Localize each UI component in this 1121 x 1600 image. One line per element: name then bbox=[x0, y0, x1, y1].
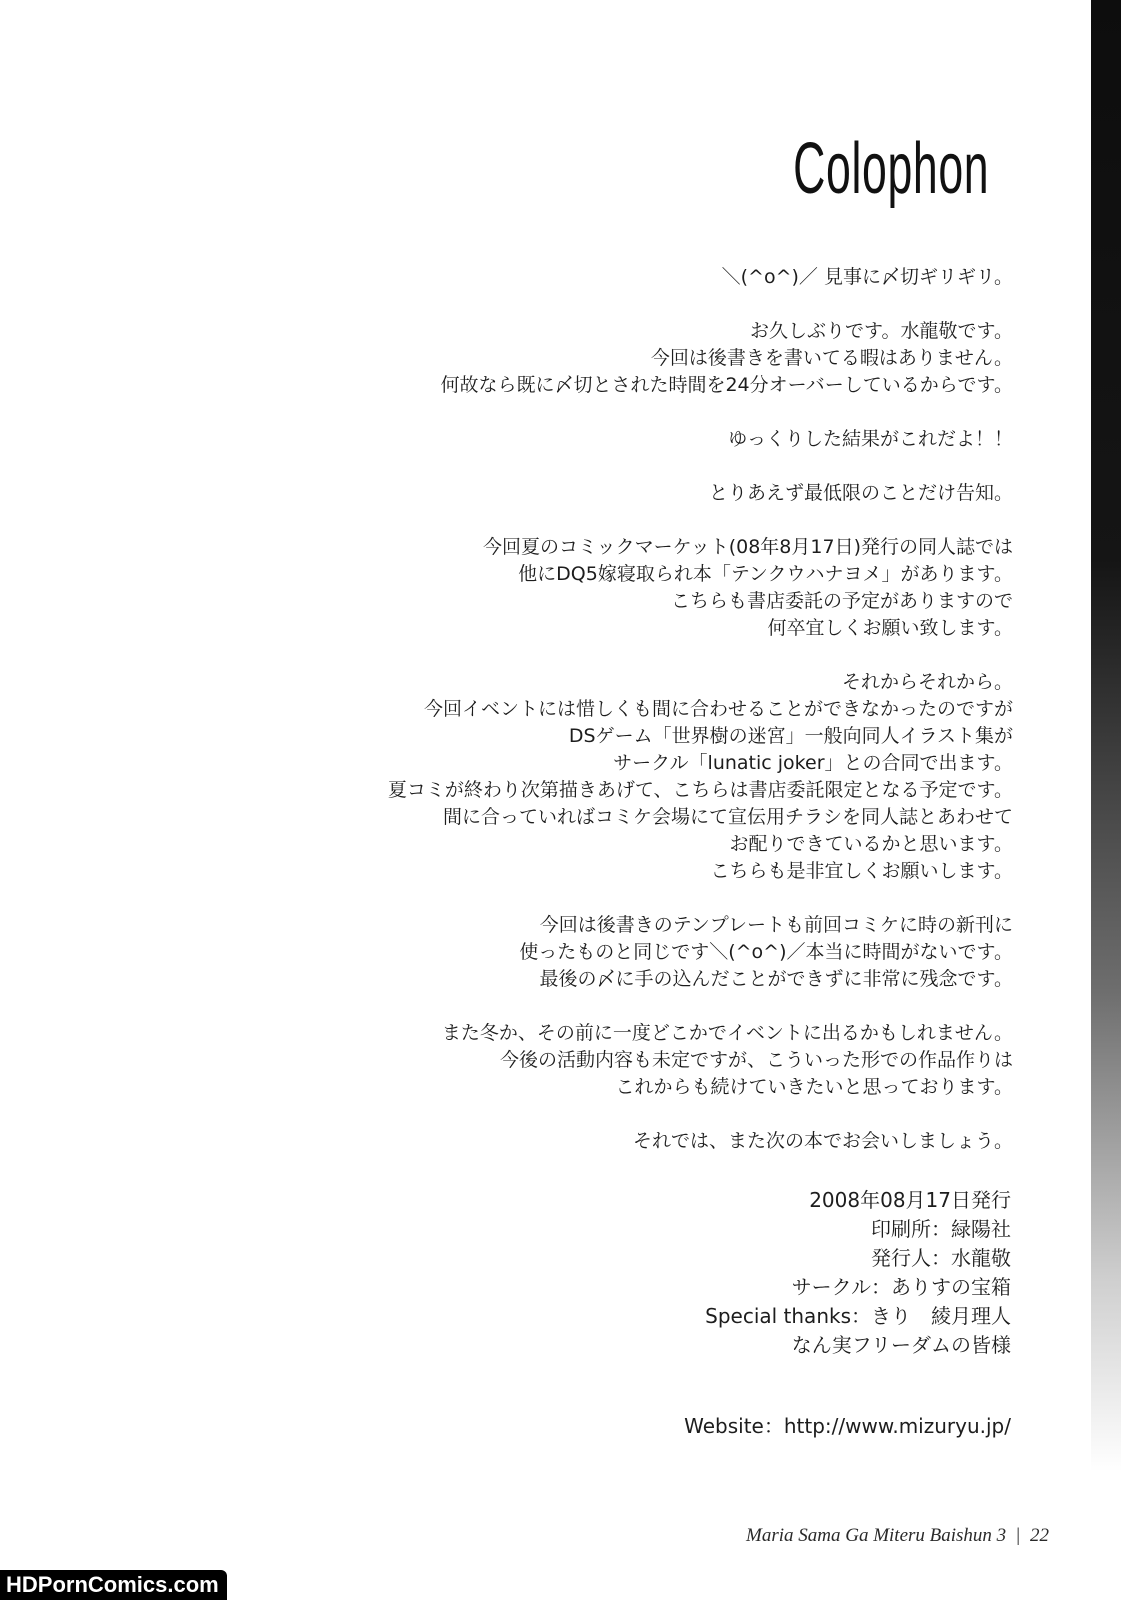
text-line: 何卒宜しくお願い致します。 bbox=[767, 617, 1013, 639]
book-title: Maria Sama Ga Miteru Baishun 3 bbox=[746, 1525, 1007, 1546]
watermark: HDPornComics.com bbox=[0, 1570, 227, 1600]
page-footer bbox=[746, 1525, 1049, 1547]
afterword-text bbox=[253, 264, 1013, 1182]
footer-separator: | bbox=[1016, 1525, 1020, 1546]
text-line: 間に合っていればコミケ会場にて宣伝用チラシを同人誌とあわせて bbox=[442, 806, 1013, 828]
text-line: 今回夏のコミックマーケット(08年8月17日)発行の同人誌では bbox=[483, 536, 1013, 558]
printer: 印刷所：緑陽社 bbox=[871, 1217, 1011, 1241]
paragraph bbox=[253, 669, 1013, 885]
text-line: 今回は後書きのテンプレートも前回コミケに時の新刊に bbox=[539, 914, 1013, 936]
special-thanks: Special thanks：きり 綾月理人 bbox=[705, 1304, 1011, 1328]
page-number: 22 bbox=[1030, 1525, 1049, 1546]
text-line: これからも続けていきたいと思っております。 bbox=[615, 1076, 1013, 1098]
text-line: 他にDQ5嫁寝取られ本「テンクウハナヨメ」があります。 bbox=[518, 563, 1013, 585]
text-line: それからそれから。 bbox=[841, 671, 1013, 693]
circle-name: サークル：ありすの宝箱 bbox=[791, 1275, 1011, 1299]
text-line: 使ったものと同じです＼(^o^)／本当に時間がないです。 bbox=[519, 941, 1013, 963]
paragraph bbox=[253, 1020, 1013, 1101]
text-line: 最後の〆に手の込んだことができずに非常に残念です。 bbox=[539, 968, 1013, 990]
page-edge-bar bbox=[1083, 0, 1121, 1600]
paragraph bbox=[253, 318, 1013, 399]
website-link[interactable]: Website：http://www.mizuryu.jp/ bbox=[684, 1414, 1011, 1438]
publisher: 発行人：水龍敬 bbox=[871, 1246, 1011, 1270]
paragraph bbox=[253, 1128, 1013, 1155]
text-line: 今後の活動内容も未定ですが、こういった形での作品作りは bbox=[499, 1049, 1013, 1071]
publish-date: 2008年08月17日発行 bbox=[809, 1188, 1011, 1212]
text-line: 今回は後書きを書いてる暇はありません。 bbox=[650, 347, 1013, 369]
text-line: サークル「lunatic joker」との合同で出ます。 bbox=[613, 752, 1013, 774]
paragraph bbox=[253, 264, 1013, 291]
text-line: お配りできているかと思います。 bbox=[729, 833, 1013, 855]
paragraph bbox=[253, 912, 1013, 993]
text-line: 夏コミが終わり次第描きあげて、こちらは書店委託限定となる予定です。 bbox=[387, 779, 1013, 801]
text-line: 今回イベントには惜しくも間に合わせることができなかったのですが bbox=[423, 698, 1013, 720]
text-line: それでは、また次の本でお会いしましょう。 bbox=[632, 1130, 1013, 1152]
text-line: ゆっくりした結果がこれだよ！！ bbox=[728, 428, 1013, 450]
text-line: こちらも是非宜しくお願いします。 bbox=[710, 860, 1013, 882]
paragraph bbox=[253, 426, 1013, 453]
text-line: お久しぶりです。水龍敬です。 bbox=[750, 320, 1013, 342]
publication-info bbox=[551, 1186, 1011, 1360]
text-line: また冬か、その前に一度どこかでイベントに出るかもしれません。 bbox=[441, 1022, 1013, 1044]
text-line: ＼(^o^)／ 見事に〆切ギリギリ。 bbox=[721, 266, 1013, 288]
paragraph bbox=[253, 480, 1013, 507]
text-line: 何故なら既に〆切とされた時間を24分オーバーしているからです。 bbox=[440, 374, 1013, 396]
paragraph bbox=[253, 534, 1013, 642]
text-line: DSゲーム「世界樹の迷宮」一般向同人イラスト集が bbox=[568, 725, 1013, 747]
special-thanks-continued: なん実フリーダムの皆様 bbox=[791, 1333, 1011, 1357]
text-line: こちらも書店委託の予定がありますので bbox=[670, 590, 1013, 612]
text-line: とりあえず最低限のことだけ告知。 bbox=[708, 482, 1013, 504]
page-title: Colophon bbox=[792, 129, 989, 209]
